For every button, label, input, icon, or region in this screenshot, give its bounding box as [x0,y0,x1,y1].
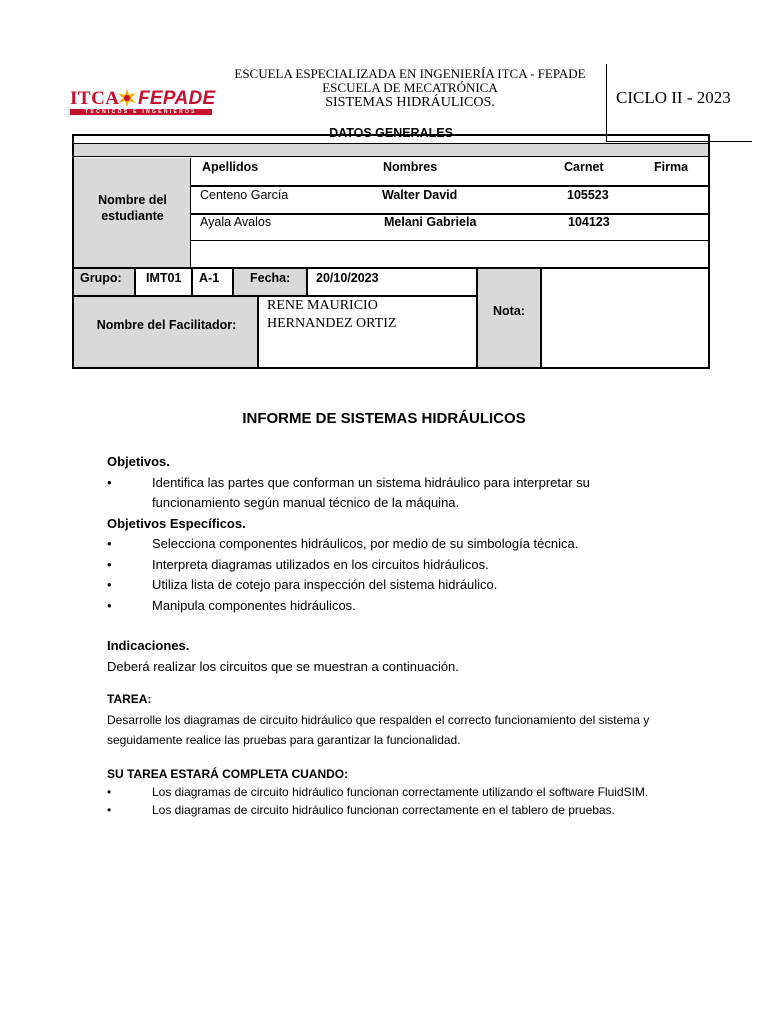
logo-fepade-text: FEPADE [138,88,216,109]
objetivos-heading: Objetivos. [107,454,170,469]
student-1-carnet: 105523 [567,188,609,202]
indicaciones-text: Deberá realizar los circuitos que se muestran a continuación. [107,658,459,674]
especifico-item [107,555,667,576]
facilitador-label-cell [74,297,259,367]
tarea-text: Desarrolle los diagramas de circuito hidráulico que respalden el correcto funcionamiento del sistema y seguidamente realice las pruebas para garantizar la funcionalidad. [107,712,650,747]
especifico-text: Manipula componentes hidráulicos. [152,597,356,613]
facilitador-name-line2: HERNANDEZ ORTIZ [267,316,397,331]
bullet-icon: • [107,474,112,490]
completa-heading: SU TAREA ESTARÁ COMPLETA CUANDO: [107,766,349,781]
completa-text: Los diagramas de circuito hidráulico funcionan correctamente utilizando el software FluidSIM. [152,784,649,799]
student-label: Nombre del estudiante [98,193,167,223]
bullet-icon: • [107,597,112,613]
especifico-text: Interpreta diagramas utilizados en los circuitos hidráulicos. [152,556,489,572]
general-data-title: DATOS GENERALES [329,126,453,140]
student-2-carnet: 104123 [568,215,610,229]
col-nombres: Nombres [383,160,438,174]
especificos-heading: Objetivos Específicos. [107,515,246,531]
completa-item [107,801,667,819]
tarea-heading: TAREA: [107,692,152,706]
logo-tagline: TÉCNICOS E INGENIEROS [70,109,212,115]
bullet-icon: • [107,577,112,592]
cycle-label: CICLO II - 2023 [616,88,731,107]
course-name: SISTEMAS HIDRÁULICOS. [325,95,495,110]
school-name: ESCUELA ESPECIALIZADA EN INGENIERÍA ITCA - FEPADE [234,66,586,81]
facilitador-label: Nombre del Facilitador: [96,318,237,332]
completa-text: Los diagramas de circuito hidráulico funcionan correctamente en el tablero de pruebas. [152,802,615,817]
grupo-row-top [74,267,708,269]
especifico-item [107,534,667,555]
bullet-icon: • [107,556,112,572]
bullet-icon: • [107,802,112,817]
facilitador-top-line [259,295,479,297]
fecha-label: Fecha: [250,271,291,285]
nota-label: Nota: [493,304,525,318]
bullet-icon: • [107,784,112,799]
row-line-1 [191,185,708,187]
title-band [74,143,708,157]
especifico-text: Selecciona componentes hidráulicos, por medio de su simbología técnica. [152,536,579,551]
completa-item [107,783,667,801]
especifico-text: Utiliza lista de cotejo para inspección del sistema hidráulico. [152,577,498,592]
report-body [107,452,667,819]
report-title: INFORME DE SISTEMAS HIDRÁULICOS [242,410,526,427]
indicaciones-heading: Indicaciones. [107,638,190,653]
col-apellidos: Apellidos [202,160,259,174]
row-line-3 [191,240,708,241]
department-name: ESCUELA DE MECATRÓNICA [322,80,498,95]
especifico-item [107,575,667,596]
student-2-nombres: Melani Gabriela [384,215,477,229]
logo-emblem-icon [118,89,136,107]
student-1-nombres: Walter David [382,188,458,202]
logo-itca-text: ITCA [70,88,120,109]
itca-fepade-logo [70,88,216,118]
student-1-apellidos: Centeno García [200,188,289,202]
facilitador-name-line1: RENE MAURICIO [267,298,378,313]
section-value: A-1 [199,271,220,285]
facilitador-name [267,297,396,333]
grupo-divider-1 [191,269,193,295]
col-firma: Firma [654,160,689,174]
objetivo-item [107,473,667,514]
grupo-value: IMT01 [146,271,182,285]
bullet-icon: • [107,536,112,551]
objetivo-text: Identifica las partes que conforman un sistema hidráulico para interpretar su funcionamiento según manual técnico de la máquina. [152,474,590,510]
student-2-apellidos: Ayala Avalos [200,215,272,229]
nota-label-cell [476,269,542,367]
grupo-label: Grupo: [80,271,122,285]
especifico-item [107,596,667,617]
col-carnet: Carnet [564,160,604,174]
fecha-value: 20/10/2023 [316,271,379,285]
